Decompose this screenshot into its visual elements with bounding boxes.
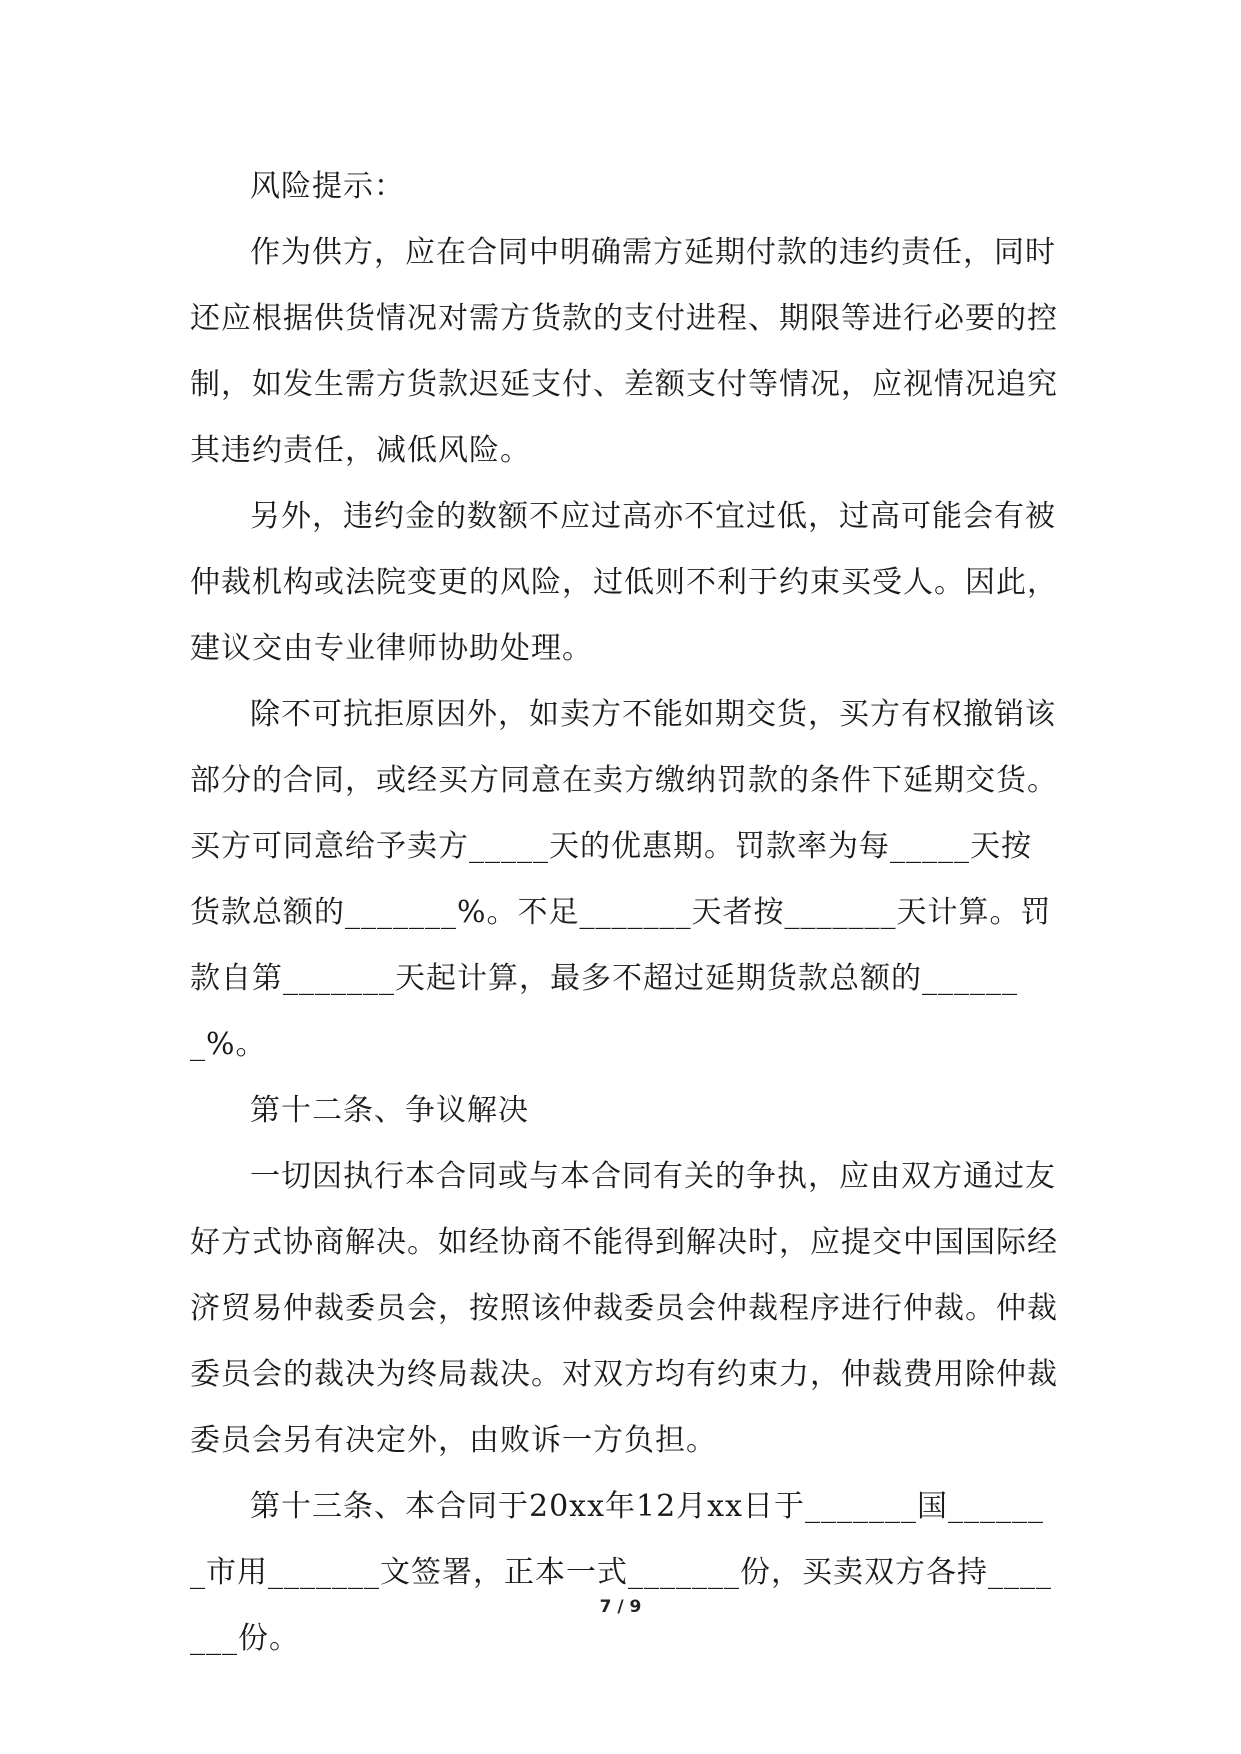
risk-heading: 风险提示： <box>250 169 405 204</box>
risk-paragraph-1: 作为供方，应在合同中明确需方延期付款的违约责任，同时还应根据供货情况对需方货款的支付进程、期限等进行必要的控制，如发生需方货款迟延支付、差额支付等情况，应视情况追究其违约责任，减低风险。 <box>190 235 1058 468</box>
article-12-paragraph: 一切因执行本合同或与本合同有关的争执，应由双方通过友好方式协商解决。如经协商不能得到解决时，应提交中国国际经济贸易仲裁委员会，按照该仲裁委员会仲裁程序进行仲裁。仲裁委员会的裁决为终局裁决。对双方均有约束力，仲裁费用除仲裁委员会另有决定外，由败诉一方负担。 <box>190 1159 1058 1458</box>
page-number: 7 / 9 <box>599 1597 642 1617</box>
article-13-paragraph: 第十三条、本合同于20xx年12月xx日于_______国_______市用_______文签署，正本一式_______份，买卖双方各持_______份。 <box>190 1489 1052 1656</box>
document-body <box>190 154 1060 1672</box>
delay-penalty-paragraph: 除不可抗拒原因外，如卖方不能如期交货，买方有权撤销该部分的合同，或经买方同意在卖方缴纳罚款的条件下延期交货。买方可同意给予卖方_____天的优惠期。罚款率为每_____天按货款总额的_______%。不足_______天者按_______天计算。罚款自第_______天起计算，最多不超过延期货款总额的_______%。 <box>190 697 1058 1062</box>
risk-paragraph-2: 另外，违约金的数额不应过高亦不宜过低，过高可能会有被仲裁机构或法院变更的风险，过低则不利于约束买受人。因此，建议交由专业律师协助处理。 <box>190 499 1058 666</box>
article-12-heading: 第十二条、争议解决 <box>250 1093 529 1128</box>
